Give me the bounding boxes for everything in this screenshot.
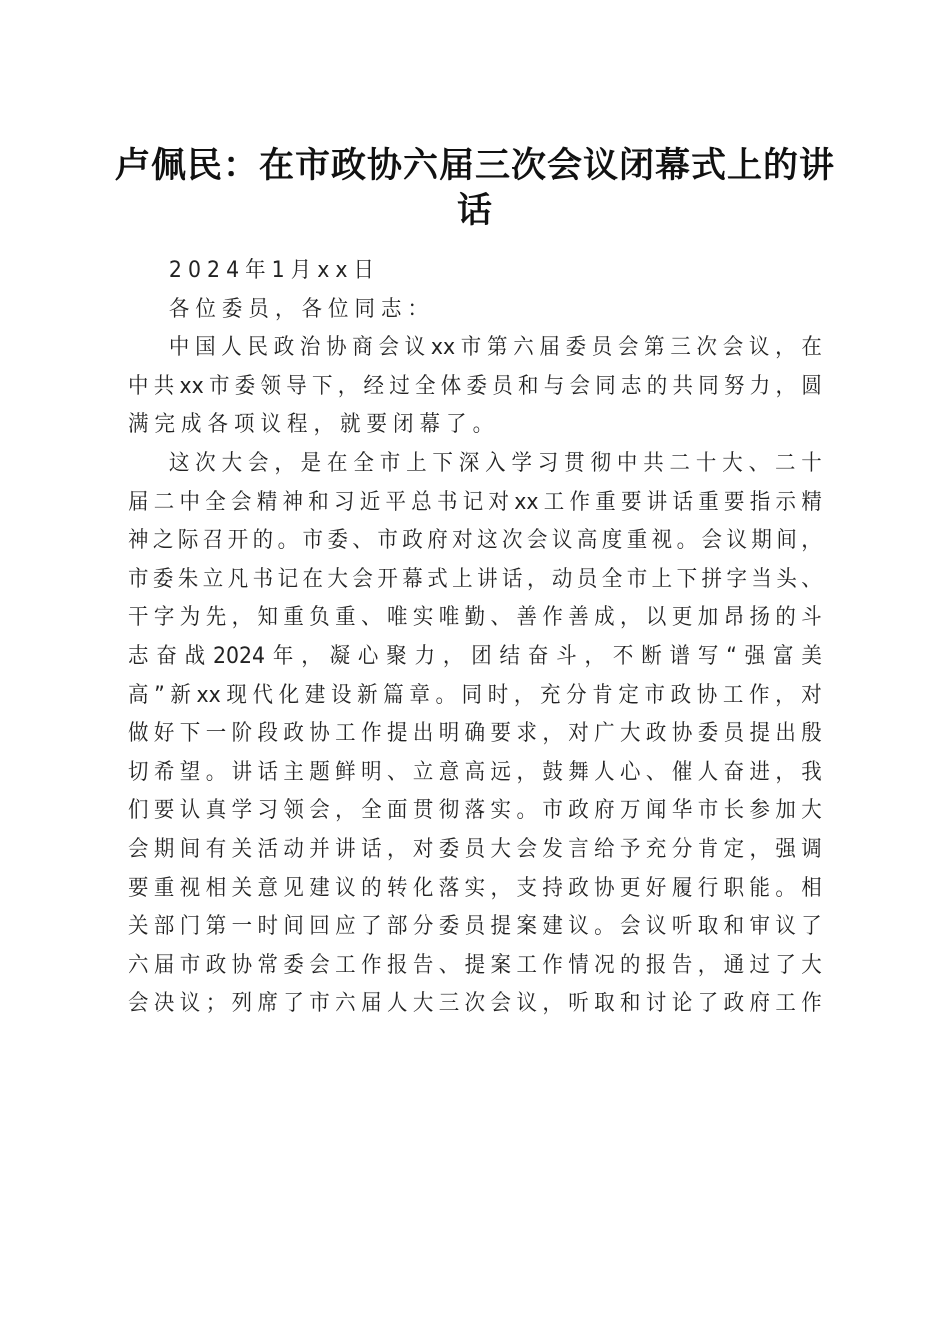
- paragraph-2: [128, 445, 822, 1024]
- paragraph-line: 六届市政协常委会工作报告、提案工作情况的报告，通过了大: [128, 952, 822, 978]
- document-title-line-2: 话: [456, 190, 493, 231]
- date-line: 2024年1月xx日: [168, 258, 381, 283]
- paragraph-line: 干字为先，知重负重、唯实唯勤、善作善成，以更加昂扬的斗: [128, 605, 822, 631]
- paragraph-line: 要重视相关意见建议的转化落实，支持政协更好履行职能。相: [128, 875, 822, 901]
- paragraph-line: 志奋战2024年，凝心聚力，团结奋斗，不断谱写“强富美: [128, 643, 822, 669]
- paragraph-line: 市委朱立凡书记在大会开幕式上讲话，动员全市上下拼字当头、: [128, 566, 822, 592]
- document-body: [128, 252, 822, 1024]
- paragraph-line: 会决议；列席了市六届人大三次会议，听取和讨论了政府工作: [128, 991, 822, 1017]
- paragraph-line: 会期间有关活动并讲话，对委员大会发言给予充分肯定，强调: [128, 836, 822, 862]
- paragraph-line: 高”新xx现代化建设新篇章。同时，充分肯定市政协工作，对: [128, 682, 822, 708]
- salutation-line: 各位委员，各位同志：: [168, 296, 434, 322]
- paragraph-1: [128, 329, 822, 445]
- paragraph-line: 中国人民政治协商会议xx市第六届委员会第三次会议，在: [168, 335, 822, 361]
- paragraph-line: 神之际召开的。市委、市政府对这次会议高度重视。会议期间，: [128, 528, 822, 554]
- paragraph-line: 切希望。讲话主题鲜明、立意高远，鼓舞人心、催人奋进，我: [128, 759, 822, 785]
- paragraph-line: 届二中全会精神和习近平总书记对xx工作重要讲话重要指示精: [128, 489, 822, 515]
- paragraph-line: 们要认真学习领会，全面贯彻落实。市政府万闻华市长参加大: [128, 798, 822, 824]
- paragraph-line: 中共xx市委领导下，经过全体委员和与会同志的共同努力，圆: [128, 373, 822, 399]
- paragraph-line: 这次大会，是在全市上下深入学习贯彻中共二十大、二十: [168, 450, 822, 476]
- paragraph-line: 关部门第一时间回应了部分委员提案建议。会议听取和审议了: [128, 914, 822, 940]
- paragraph-line: 做好下一阶段政协工作提出明确要求，对广大政协委员提出殷: [128, 721, 822, 747]
- paragraph-line: 满完成各项议程，就要闭幕了。: [128, 412, 500, 438]
- document-title-line-1: 卢佩民：在市政协六届三次会议闭幕式上的讲: [114, 145, 835, 186]
